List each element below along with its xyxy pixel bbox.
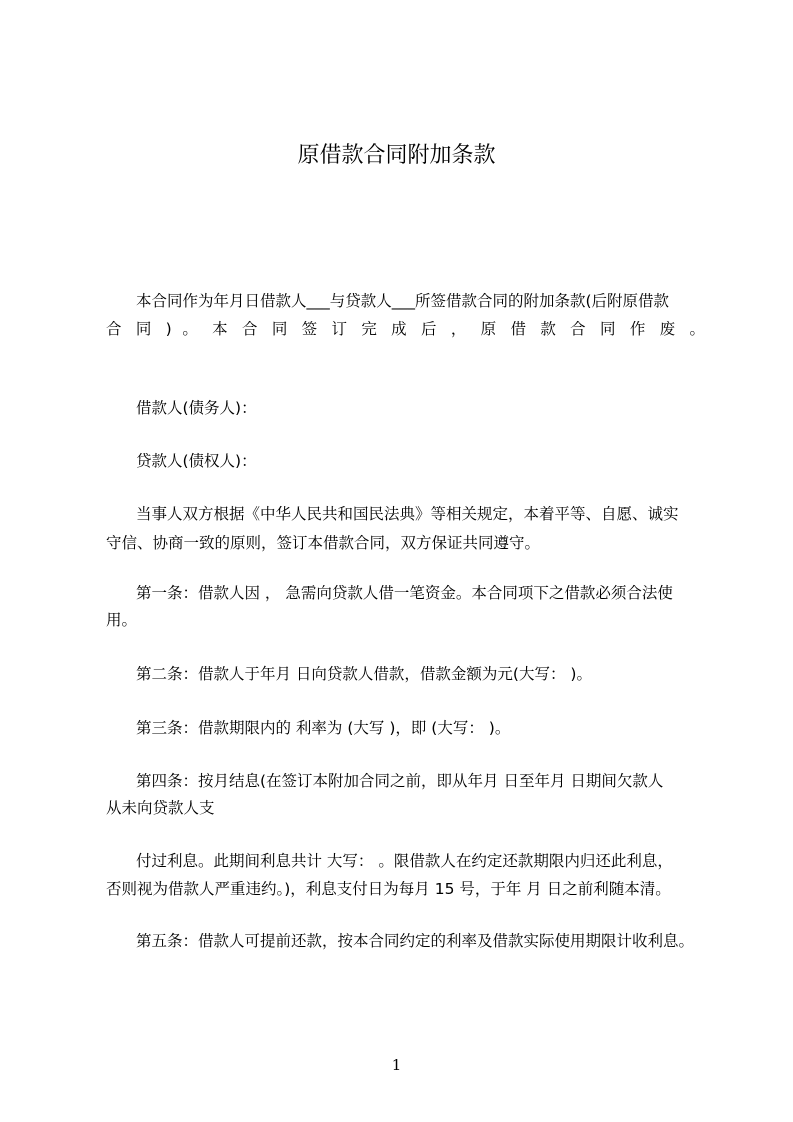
article-5: 第五条：借款人可提前还款，按本合同约定的利率及借款实际使用期限计收利息。 bbox=[136, 932, 695, 950]
article-1-line-1: 第一条：借款人因 ， 急需向贷款人借一笔资金。本合同项下之借款必须合法使 bbox=[136, 584, 673, 602]
article-3: 第三条：借款期限内的 利率为 (大写 )，即 (大写： )。 bbox=[136, 719, 511, 737]
document-title: 原借款合同附加条款 bbox=[297, 143, 496, 168]
borrower-label: 借款人(债务人)： bbox=[136, 399, 257, 417]
parties-intro-line-2: 守信、协商一致的原则，签订本借款合同，双方保证共同遵守。 bbox=[106, 534, 541, 552]
article-2: 第二条：借款人于年月 日向贷款人借款，借款金额为元(大写： )。 bbox=[136, 665, 592, 683]
parties-intro-line-1: 当事人双方根据《中华人民共和国民法典》等相关规定，本着平等、自愿、诚实 bbox=[136, 505, 679, 523]
lender-label: 贷款人(债权人)： bbox=[136, 452, 257, 470]
article-4-line-2: 从未向贷款人支 bbox=[106, 799, 215, 817]
page-number: 1 bbox=[391, 1056, 402, 1074]
preamble-line-1: 本合同作为年月日借款人___与贷款人___所签借款合同的附加条款(后附原借款 bbox=[136, 292, 670, 310]
article-1-line-2: 用。 bbox=[106, 611, 138, 629]
article-4-line-1: 第四条：按月结息(在签订本附加合同之前，即从年月 日至年月 日期间欠款人 bbox=[136, 772, 664, 790]
preamble-line-2: 合 同 ) 。 本 合 同 签 订 完 成 后 ， 原 借 款 合 同 作 废 。 bbox=[106, 320, 706, 338]
article-4-line-3: 付过利息。此期间利息共计 大写： 。限借款人在约定还款期限内归还此利息， bbox=[136, 852, 673, 870]
article-4-line-4: 否则视为借款人严重违约。)，利息支付日为每月 15 号，于年 月 日之前利随本清。 bbox=[106, 880, 671, 898]
